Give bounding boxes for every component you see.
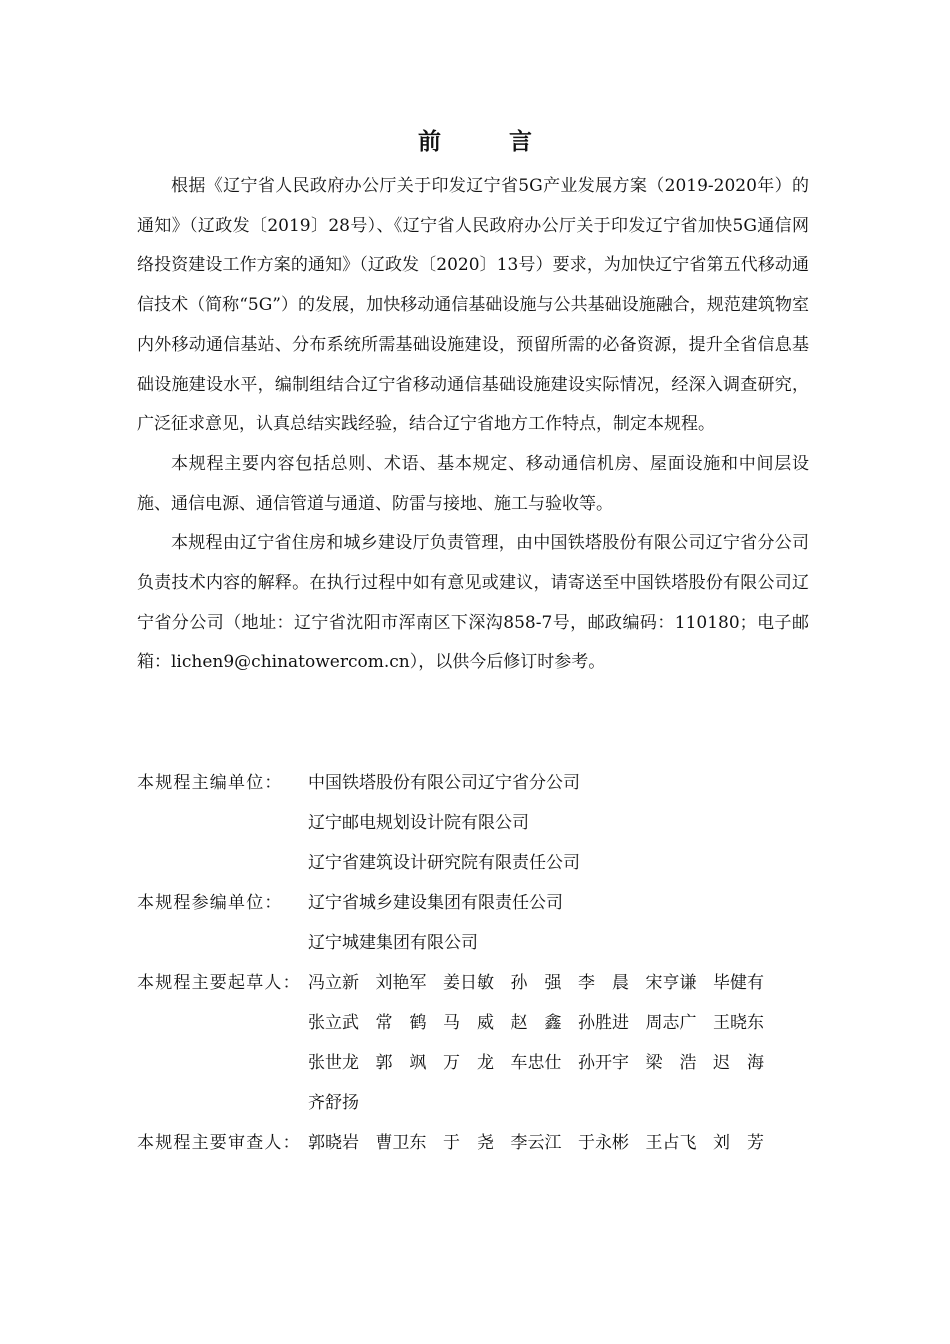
person-name: 刘 芳 [713, 1133, 764, 1153]
person-name: 孙开宇 [578, 1053, 629, 1073]
reviewers-row [137, 1123, 817, 1163]
co-editors-label: 本规程参编单位： [137, 893, 283, 913]
unit-name: 辽宁城建集团有限公司 [308, 933, 478, 953]
co-editors-row [137, 883, 817, 963]
chief-editors-list [308, 763, 817, 883]
names-line [308, 1083, 817, 1123]
person-name: 姜日敏 [443, 973, 494, 993]
paragraph: 本规程由辽宁省住房和城乡建设厅负责管理，由中国铁塔股份有限公司辽宁省分公司负责技术内容的解释。在执行过程中如有意见或建议，请寄送至中国铁塔股份有限公司辽宁省分公司（地址：辽宁省沈阳市浑南区下深沟858-7号，邮政编码：110180；电子邮箱：lichen9@chinatowercom.cn），以供今后修订时参考。 [137, 533, 809, 673]
person-name: 马 威 [443, 1013, 494, 1033]
names-line [308, 1043, 817, 1083]
drafters-label: 本规程主要起草人： [137, 973, 301, 993]
person-name: 万 龙 [443, 1053, 494, 1073]
person-name: 迟 海 [713, 1053, 764, 1073]
person-name: 毕健有 [713, 973, 764, 993]
person-name: 赵 鑫 [510, 1013, 562, 1033]
person-name: 梁 浩 [645, 1053, 697, 1073]
reviewers-list [308, 1123, 817, 1163]
person-name: 郭晓岩 [308, 1133, 359, 1153]
person-name: 冯立新 [308, 973, 359, 993]
unit-name: 辽宁省建筑设计研究院有限责任公司 [308, 853, 580, 873]
person-name: 张立武 [308, 1013, 359, 1033]
unit-name: 辽宁邮电规划设计院有限公司 [308, 813, 529, 833]
person-name: 于 尧 [443, 1133, 494, 1153]
person-name: 孙 强 [510, 973, 562, 993]
person-name: 齐舒扬 [308, 1093, 359, 1113]
person-name: 周志广 [645, 1013, 697, 1033]
person-name: 宋亨谦 [645, 973, 697, 993]
person-name: 常 鹤 [375, 1013, 427, 1033]
person-name: 郭 飒 [375, 1053, 427, 1073]
person-name: 车忠仕 [510, 1053, 562, 1073]
names-line [308, 963, 817, 1003]
page-title: 前 言 [417, 128, 562, 155]
foreword-body [137, 167, 809, 683]
names-line [308, 1003, 817, 1043]
person-name: 刘艳军 [375, 973, 427, 993]
drafters-list [308, 963, 817, 1123]
person-name: 李 晨 [578, 973, 629, 993]
person-name: 于永彬 [578, 1133, 629, 1153]
unit-name: 辽宁省城乡建设集团有限责任公司 [308, 893, 563, 913]
person-name: 曹卫东 [375, 1133, 427, 1153]
person-name: 王晓东 [713, 1013, 764, 1033]
credits-section [137, 763, 817, 1163]
chief-editors-row [137, 763, 817, 883]
paragraph: 本规程主要内容包括总则、术语、基本规定、移动通信机房、屋面设施和中间层设施、通信电源、通信管道与通道、防雷与接地、施工与验收等。 [137, 453, 809, 514]
person-name: 张世龙 [308, 1053, 359, 1073]
paragraph: 根据《辽宁省人民政府办公厅关于印发辽宁省5G产业发展方案（2019-2020年）的通知》（辽政发〔2019〕28号）、《辽宁省人民政府办公厅关于印发辽宁省加快5G通信网络投资建设工作方案的通知》（辽政发〔2020〕13号）要求，为加快辽宁省第五代移动通信技术（简称“5G”）的发展，加快移动通信基础设施与公共基础设施融合，规范建筑物室内外移动通信基站、分布系统所需基础设施建设，预留所需的必备资源，提升全省信息基础设施建设水平，编制组结合辽宁省移动通信基础设施建设实际情况，经深入调查研究，广泛征求意见，认真总结实践经验，结合辽宁省地方工作特点，制定本规程。 [137, 176, 809, 435]
unit-name: 中国铁塔股份有限公司辽宁省分公司 [308, 773, 580, 793]
reviewers-label: 本规程主要审查人： [137, 1133, 301, 1153]
names-line [308, 1123, 817, 1163]
person-name: 李云江 [510, 1133, 562, 1153]
chief-editors-label: 本规程主编单位： [137, 773, 283, 793]
person-name: 王占飞 [645, 1133, 697, 1153]
person-name: 孙胜进 [578, 1013, 629, 1033]
drafters-row [137, 963, 817, 1123]
co-editors-list [308, 883, 817, 963]
